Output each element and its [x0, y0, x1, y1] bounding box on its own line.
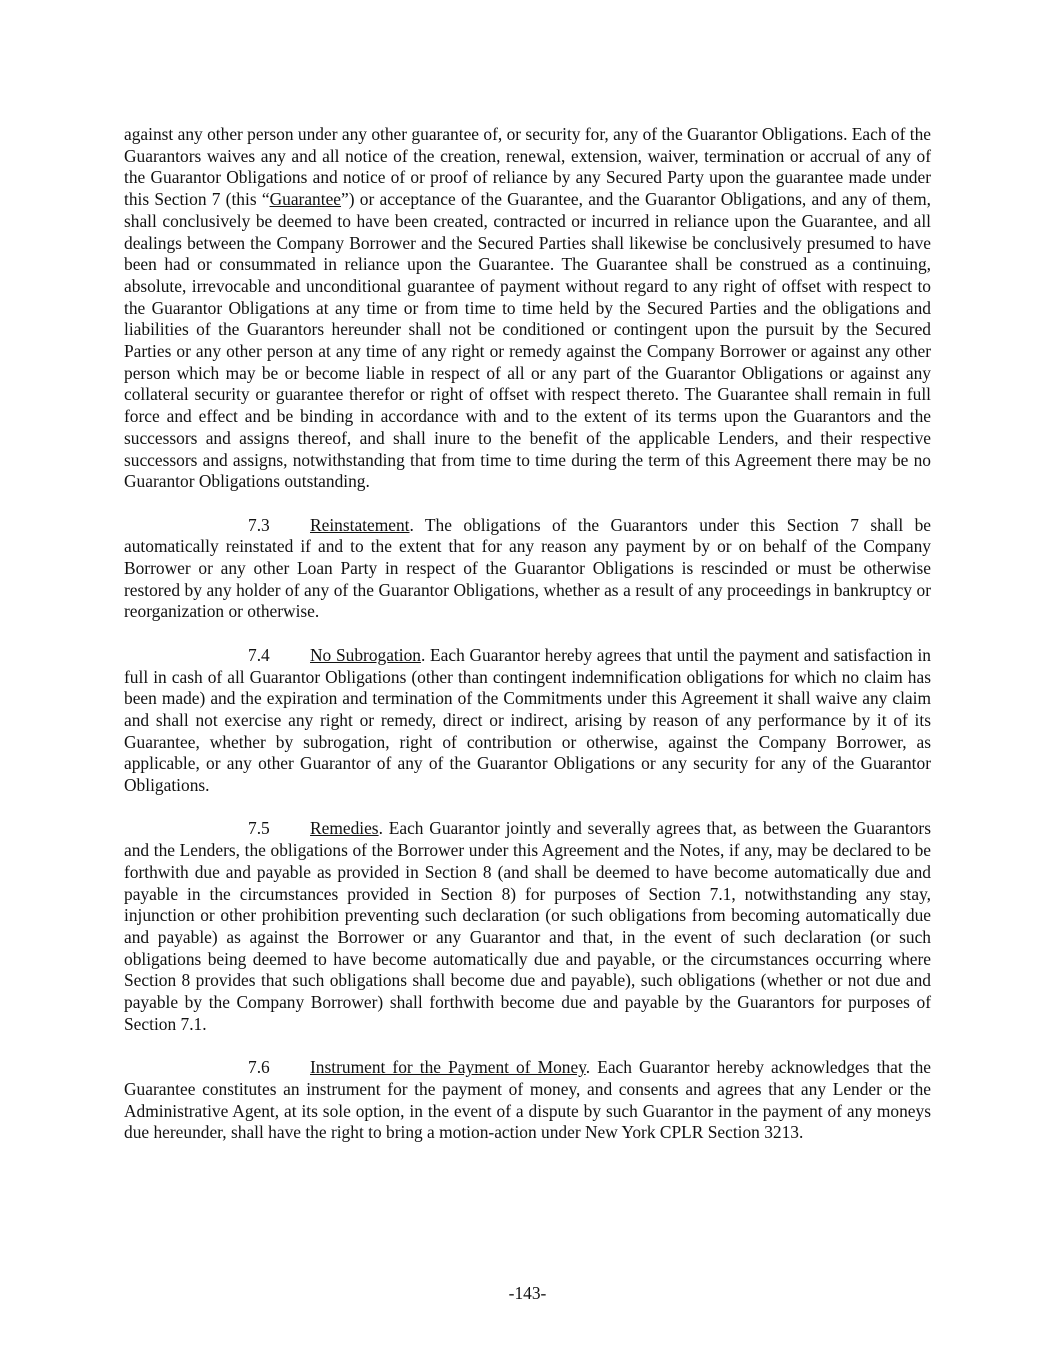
- section-7-3-paragraph: [124, 515, 931, 624]
- section-body: . Each Guarantor hereby acknowledges that the Guarantee constitutes an instrument for the payment of money, and consents and agrees that any Lender or the Administrative Agent, at its sole option, in the event of a dispute by such Guarantor in the payment of any moneys due hereunder, shall have the right to bring a motion-action under New York CPLR Section 3213.: [124, 1057, 931, 1143]
- guarantee-defined-term: Guarantee: [269, 189, 342, 210]
- section-heading-no-subrogation: No Subrogation: [310, 644, 421, 665]
- continuation-text-part2: ”) or acceptance of the Guarantee, and the Guarantor Obligations, and any of them, shall conclusively be deemed to have been created, contracted or incurred in reliance upon the Guarantee, and all dealings between the Company Borrower and the Secured Parties shall likewise be conclusively presumed to have been had or consummated in reliance upon the Guarantee. The Guarantee shall be construed as a continuing, absolute, irrevocable and unconditional guarantee of payment without regard to any right of offset with respect to the Guarantor Obligations at any time or from time to time held by the Secured Parties and the obligations and liabilities of the Guarantors hereunder shall not be conditioned or contingent upon the pursuit by the Secured Parties or any other person at any time of any right or remedy against the Company Borrower or against any other person which may be or become liable in respect of all or any part of the Guarantor Obligations or against any collateral security or guarantee therefor or right of offset with respect thereto. The Guarantee shall remain in full force and effect and be binding in accordance with and to the extent of its terms upon the Guarantors and the successors and assigns thereof, and shall inure to the benefit of the applicable Lenders, and their respective successors and assigns, notwithstanding that from time to time during the term of this Agreement there may be no Guarantor Obligations outstanding.: [124, 189, 931, 492]
- section-body: . Each Guarantor jointly and severally agrees that, as between the Guarantors and the Lenders, the obligations of the Borrower under this Agreement and the Notes, if any, may be declared to be forthwith due and payable as provided in Section 8 (and shall be deemed to have become automatically due and payable in the circumstances provided in Section 8) for purposes of Section 7.1, notwithstanding any stay, injunction or other prohibition preventing such declaration (or such obligations from becoming automatically due and payable) as against the Borrower or any Guarantor and that, in the event of such declaration (or such obligations being deemed to have become automatically due and payable, or the circumstances occurring where Section 8 provides that such obligations shall become due and payable), such obligations (whether or not due and payable by the Company Borrower) shall forthwith become due and payable by the Guarantors for purposes of Section 7.1.: [124, 818, 931, 1034]
- page-number: -143-: [508, 1283, 547, 1303]
- document-page: [124, 124, 931, 1166]
- section-number: 7.3: [248, 514, 270, 535]
- section-heading-instrument: Instrument for the Payment of Money: [310, 1057, 586, 1078]
- section-body: . The obligations of the Guarantors under this Section 7 shall be automatically reinstated if and to the extent that for any reason any payment by or on behalf of the Company Borrower or any other Loan Party in respect of the Guarantor Obligations is rescinded or must be otherwise restored by any holder of any of the Guarantor Obligations, whether as a result of any proceedings in bankruptcy or reorganization or otherwise.: [124, 514, 931, 622]
- section-7-6-paragraph: [124, 1057, 931, 1144]
- section-heading-reinstatement: Reinstatement: [310, 514, 410, 535]
- section-number: 7.5: [248, 818, 270, 839]
- section-body: . Each Guarantor hereby agrees that until the payment and satisfaction in full in cash of all Guarantor Obligations (other than contingent indemnification obligations for which no claim has been made) and the expiration and termination of the Commitments under this Agreement it shall waive any claim and shall not exercise any right or remedy, direct or indirect, arising by reason of any performance by it of its Guarantee, whether by subrogation, right of contribution or otherwise, against the Company Borrower, as applicable, or any other Guarantor of any of the Guarantor Obligations or any security for any of the Guarantor Obligations.: [124, 644, 932, 796]
- continuation-text-part1: against any other person under any other guarantee of, or security for, any of the Guarantor Obligations. Each of the Guarantors waives any and all notice of the creation, renewal, extension, waiver, termination or accrual of any of the Guarantor Obligations and notice of or proof of reliance by any Secured Party upon the guarantee made under this Section 7 (this “: [124, 124, 931, 210]
- section-heading-remedies: Remedies: [310, 818, 379, 839]
- section-number: 7.6: [248, 1057, 270, 1078]
- section-7-4-paragraph: [124, 645, 931, 797]
- section-number: 7.4: [248, 644, 270, 665]
- section-7-5-paragraph: [124, 818, 931, 1035]
- continuation-paragraph: [124, 124, 931, 493]
